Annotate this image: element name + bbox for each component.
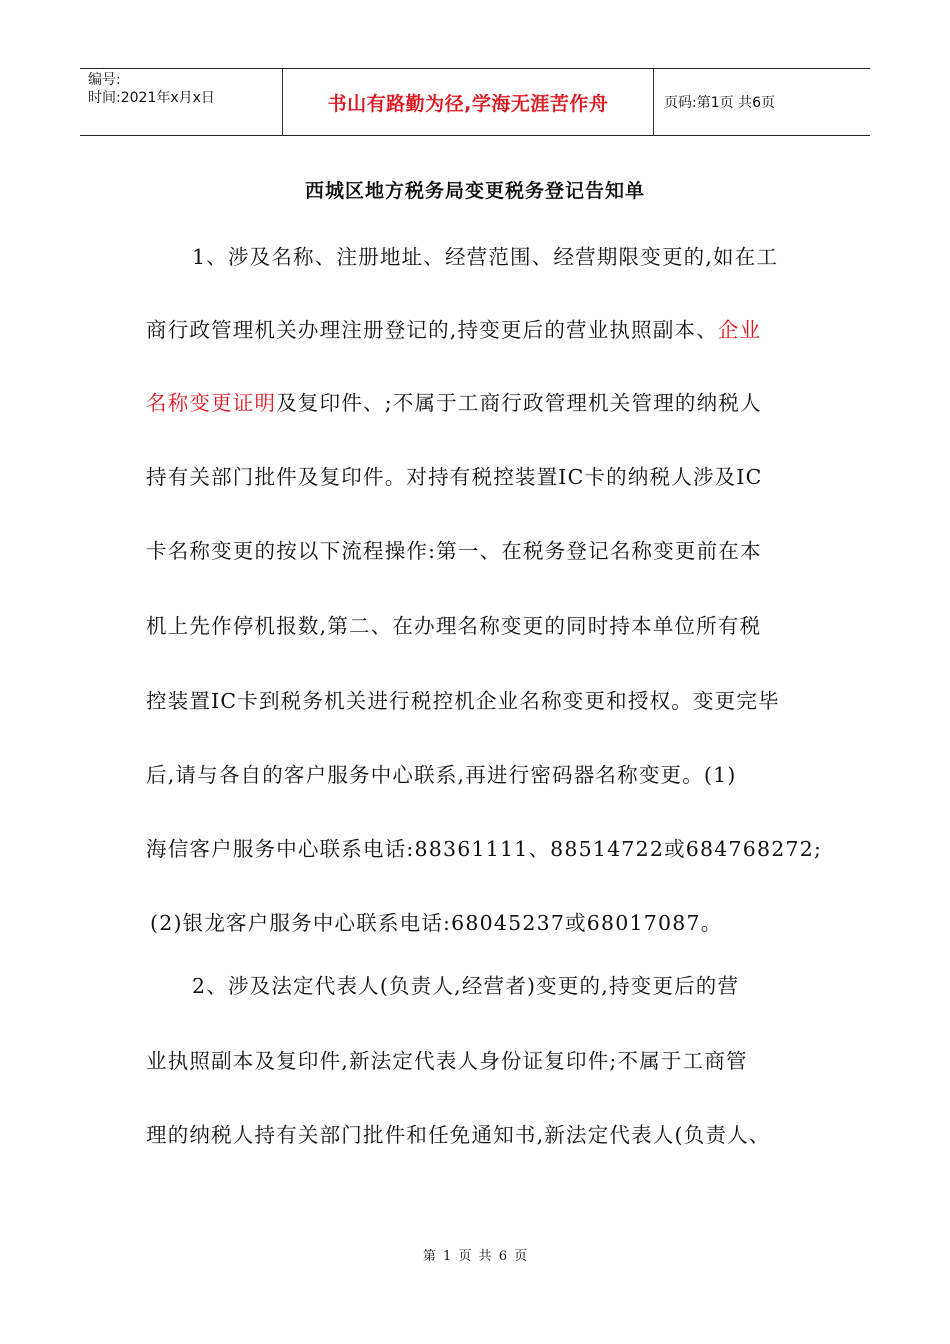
time-label: 时间:2021年x月x日 bbox=[88, 90, 215, 106]
body-line-2 bbox=[146, 313, 761, 343]
page-footer: 第 1 页 共 6 页 bbox=[422, 1249, 528, 1264]
body-line-9: 海信客户服务中心联系电话:88361111、88514722或684768272; bbox=[146, 837, 823, 861]
body-line-12: 业执照副本及复印件,新法定代表人身份证复印件;不属于工商管 bbox=[146, 1049, 748, 1073]
body-line-4: 持有关部门批件及复印件。对持有税控装置IC卡的纳税人涉及IC bbox=[146, 465, 763, 489]
body-line-10: (2)银龙客户服务中心联系电话:68045237或68017087。 bbox=[150, 911, 723, 935]
body-line-3-text: 及复印件、;不属于工商行政管理机关管理的纳税人 bbox=[276, 391, 762, 415]
body-line-8: 后,请与各自的客户服务中心联系,再进行密码器名称变更。(1) bbox=[146, 763, 737, 787]
number-label: 编号: bbox=[88, 72, 121, 88]
body-line-5: 卡名称变更的按以下流程操作:第一、在税务登记名称变更前在本 bbox=[146, 539, 762, 563]
header-motto-cell bbox=[282, 69, 654, 135]
body-line-7: 控装置IC卡到税务机关进行税控机企业名称变更和授权。变更完毕 bbox=[146, 689, 780, 713]
body-line-13: 理的纳税人持有关部门批件和任免通知书,新法定代表人(负责人、 bbox=[146, 1123, 771, 1147]
highlight-company: 企业 bbox=[717, 318, 762, 342]
document-title: 西城区地方税务局变更税务登记告知单 bbox=[304, 180, 645, 202]
body-line-11: 2、涉及法定代表人(负责人,经营者)变更的,持变更后的营 bbox=[192, 974, 740, 998]
header-motto: 书山有路勤为径,学海无涯苦作舟 bbox=[327, 92, 609, 115]
header-meta bbox=[80, 69, 282, 135]
document-header bbox=[80, 68, 870, 136]
body-line-6: 机上先作停机报数,第二、在办理名称变更的同时持本单位所有税 bbox=[146, 614, 762, 638]
highlight-name-change-cert: 名称变更证明 bbox=[146, 391, 277, 415]
body-line-2-text: 商行政管理机关办理注册登记的,持变更后的营业执照副本、 bbox=[146, 318, 718, 342]
body-line-3 bbox=[146, 386, 762, 416]
body-line-1: 1、涉及名称、注册地址、经营范围、经营期限变更的,如在工 bbox=[192, 245, 779, 269]
header-page-info: 页码:第1页 共6页 bbox=[664, 95, 775, 111]
